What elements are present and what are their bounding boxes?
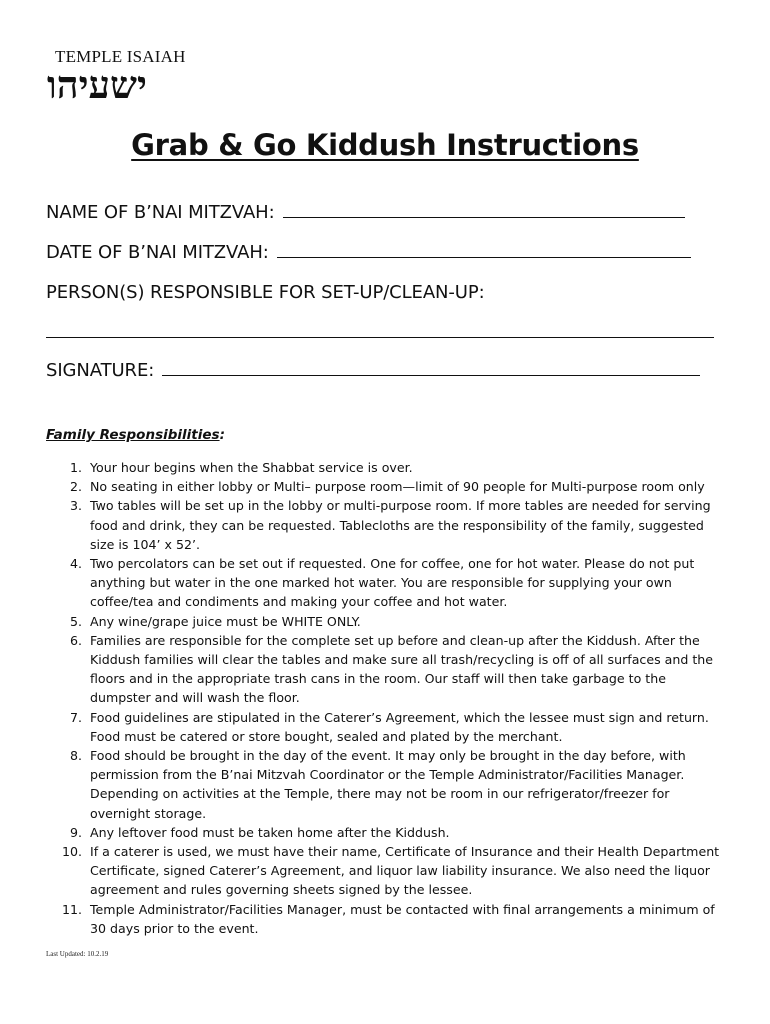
list-item-number: 10. — [61, 844, 82, 860]
list-item — [60, 842, 725, 900]
list-item — [60, 554, 725, 612]
last-updated: Last Updated: 10.2.19 — [46, 950, 109, 958]
list-item-text: Families are responsible for the complete set up before and clean-up after the Kiddush. After the Kiddush families will clear the tables and make sure all trash/recycling is off of all surfaces and the floors and in the appropriate trash cans in the room. Our staff will then take garbage to the dumpster and will wash the floor. — [90, 632, 714, 706]
list-item-number: 6. — [69, 632, 82, 648]
list-item-text: Two tables will be set up in the lobby or multi-purpose room. If more tables are needed for serving food and drink, they can be requested. Tablecloths are the responsibility of the family, suggested size is 104’ x 52’. — [90, 498, 711, 552]
section-heading-colon: : — [219, 427, 225, 443]
section-heading-text: Family Responsibilities — [46, 427, 220, 443]
responsible-field — [46, 282, 485, 303]
list-item-number: 7. — [69, 709, 82, 725]
list-item-text: Temple Administrator/Facilities Manager, must be contacted with final arrangements a minimum of 30 days prior to the event. — [90, 901, 715, 936]
list-item — [60, 900, 725, 938]
list-item-number: 3. — [69, 498, 82, 514]
page-title: Grab & Go Kiddush Instructions — [131, 128, 639, 162]
bnai-name-field — [46, 202, 685, 223]
list-item — [60, 496, 725, 554]
list-item-number: 2. — [69, 479, 82, 495]
responsibilities-list — [60, 458, 725, 938]
list-item-number: 1. — [69, 460, 82, 475]
list-item — [60, 746, 725, 823]
list-item — [60, 477, 725, 496]
signature-label: SIGNATURE: — [46, 360, 155, 381]
bnai-name-input[interactable] — [283, 202, 685, 218]
logo-org-name: TEMPLE ISAIAH — [55, 47, 186, 66]
signature-field — [46, 360, 700, 381]
list-item-number: 8. — [69, 748, 82, 764]
list-item-text: No seating in either lobby or Multi– purpose room—limit of 90 people for Multi-purpose room only — [90, 479, 705, 495]
list-item-text: Your hour begins when the Shabbat service is over. — [90, 460, 413, 475]
list-item-text: Food should be brought in the day of the event. It may only be brought in the day before, with permission from the B’nai Mitzvah Coordinator or the Temple Administrator/Facilities Manager. Depending on activities at the Temple, there may not be room in our refrigerator/freezer for overnight storage. — [90, 748, 686, 821]
list-item-text: Any wine/grape juice must be WHITE ONLY. — [90, 613, 361, 629]
temple-logo — [47, 48, 222, 107]
list-item-text: If a caterer is used, we must have their name, Certificate of Insurance and their Health Department Certificate, signed Caterer’s Agreement, and liquor law liability insurance. We also need the liquor agreement and rules governing sheets signed by the lessee. — [90, 844, 720, 898]
list-item-text: Any leftover food must be taken home after the Kiddush. — [90, 824, 450, 840]
section-heading — [46, 427, 225, 443]
list-item-number: 5. — [69, 613, 82, 629]
bnai-name-label: NAME OF B’NAI MITZVAH: — [46, 202, 275, 223]
list-item — [60, 612, 725, 631]
list-item-number: 4. — [69, 556, 82, 572]
list-item-text: Food guidelines are stipulated in the Caterer’s Agreement, which the lessee must sign and return. Food must be catered or store bought, sealed and plated by the merchant. — [90, 709, 709, 744]
list-item — [60, 708, 725, 746]
responsible-label: PERSON(S) RESPONSIBLE FOR SET-UP/CLEAN-UP: — [46, 282, 485, 303]
signature-input[interactable] — [162, 360, 700, 376]
list-item — [60, 823, 725, 842]
list-item — [60, 458, 725, 477]
logo-hebrew-name: ישעיהו — [47, 62, 147, 107]
list-item-number: 11. — [61, 901, 82, 917]
bnai-date-field — [46, 242, 691, 263]
list-item-text: Two percolators can be set out if requested. One for coffee, one for hot water. Please do not put anything but water in the one marked hot water. You are responsible for supplying your own coffee/tea and condiments and making your coffee and hot water. — [90, 556, 695, 610]
responsible-input[interactable] — [46, 337, 714, 338]
list-item — [60, 631, 725, 708]
bnai-date-input[interactable] — [277, 242, 691, 258]
bnai-date-label: DATE OF B’NAI MITZVAH: — [46, 242, 269, 263]
list-item-number: 9. — [69, 824, 82, 840]
